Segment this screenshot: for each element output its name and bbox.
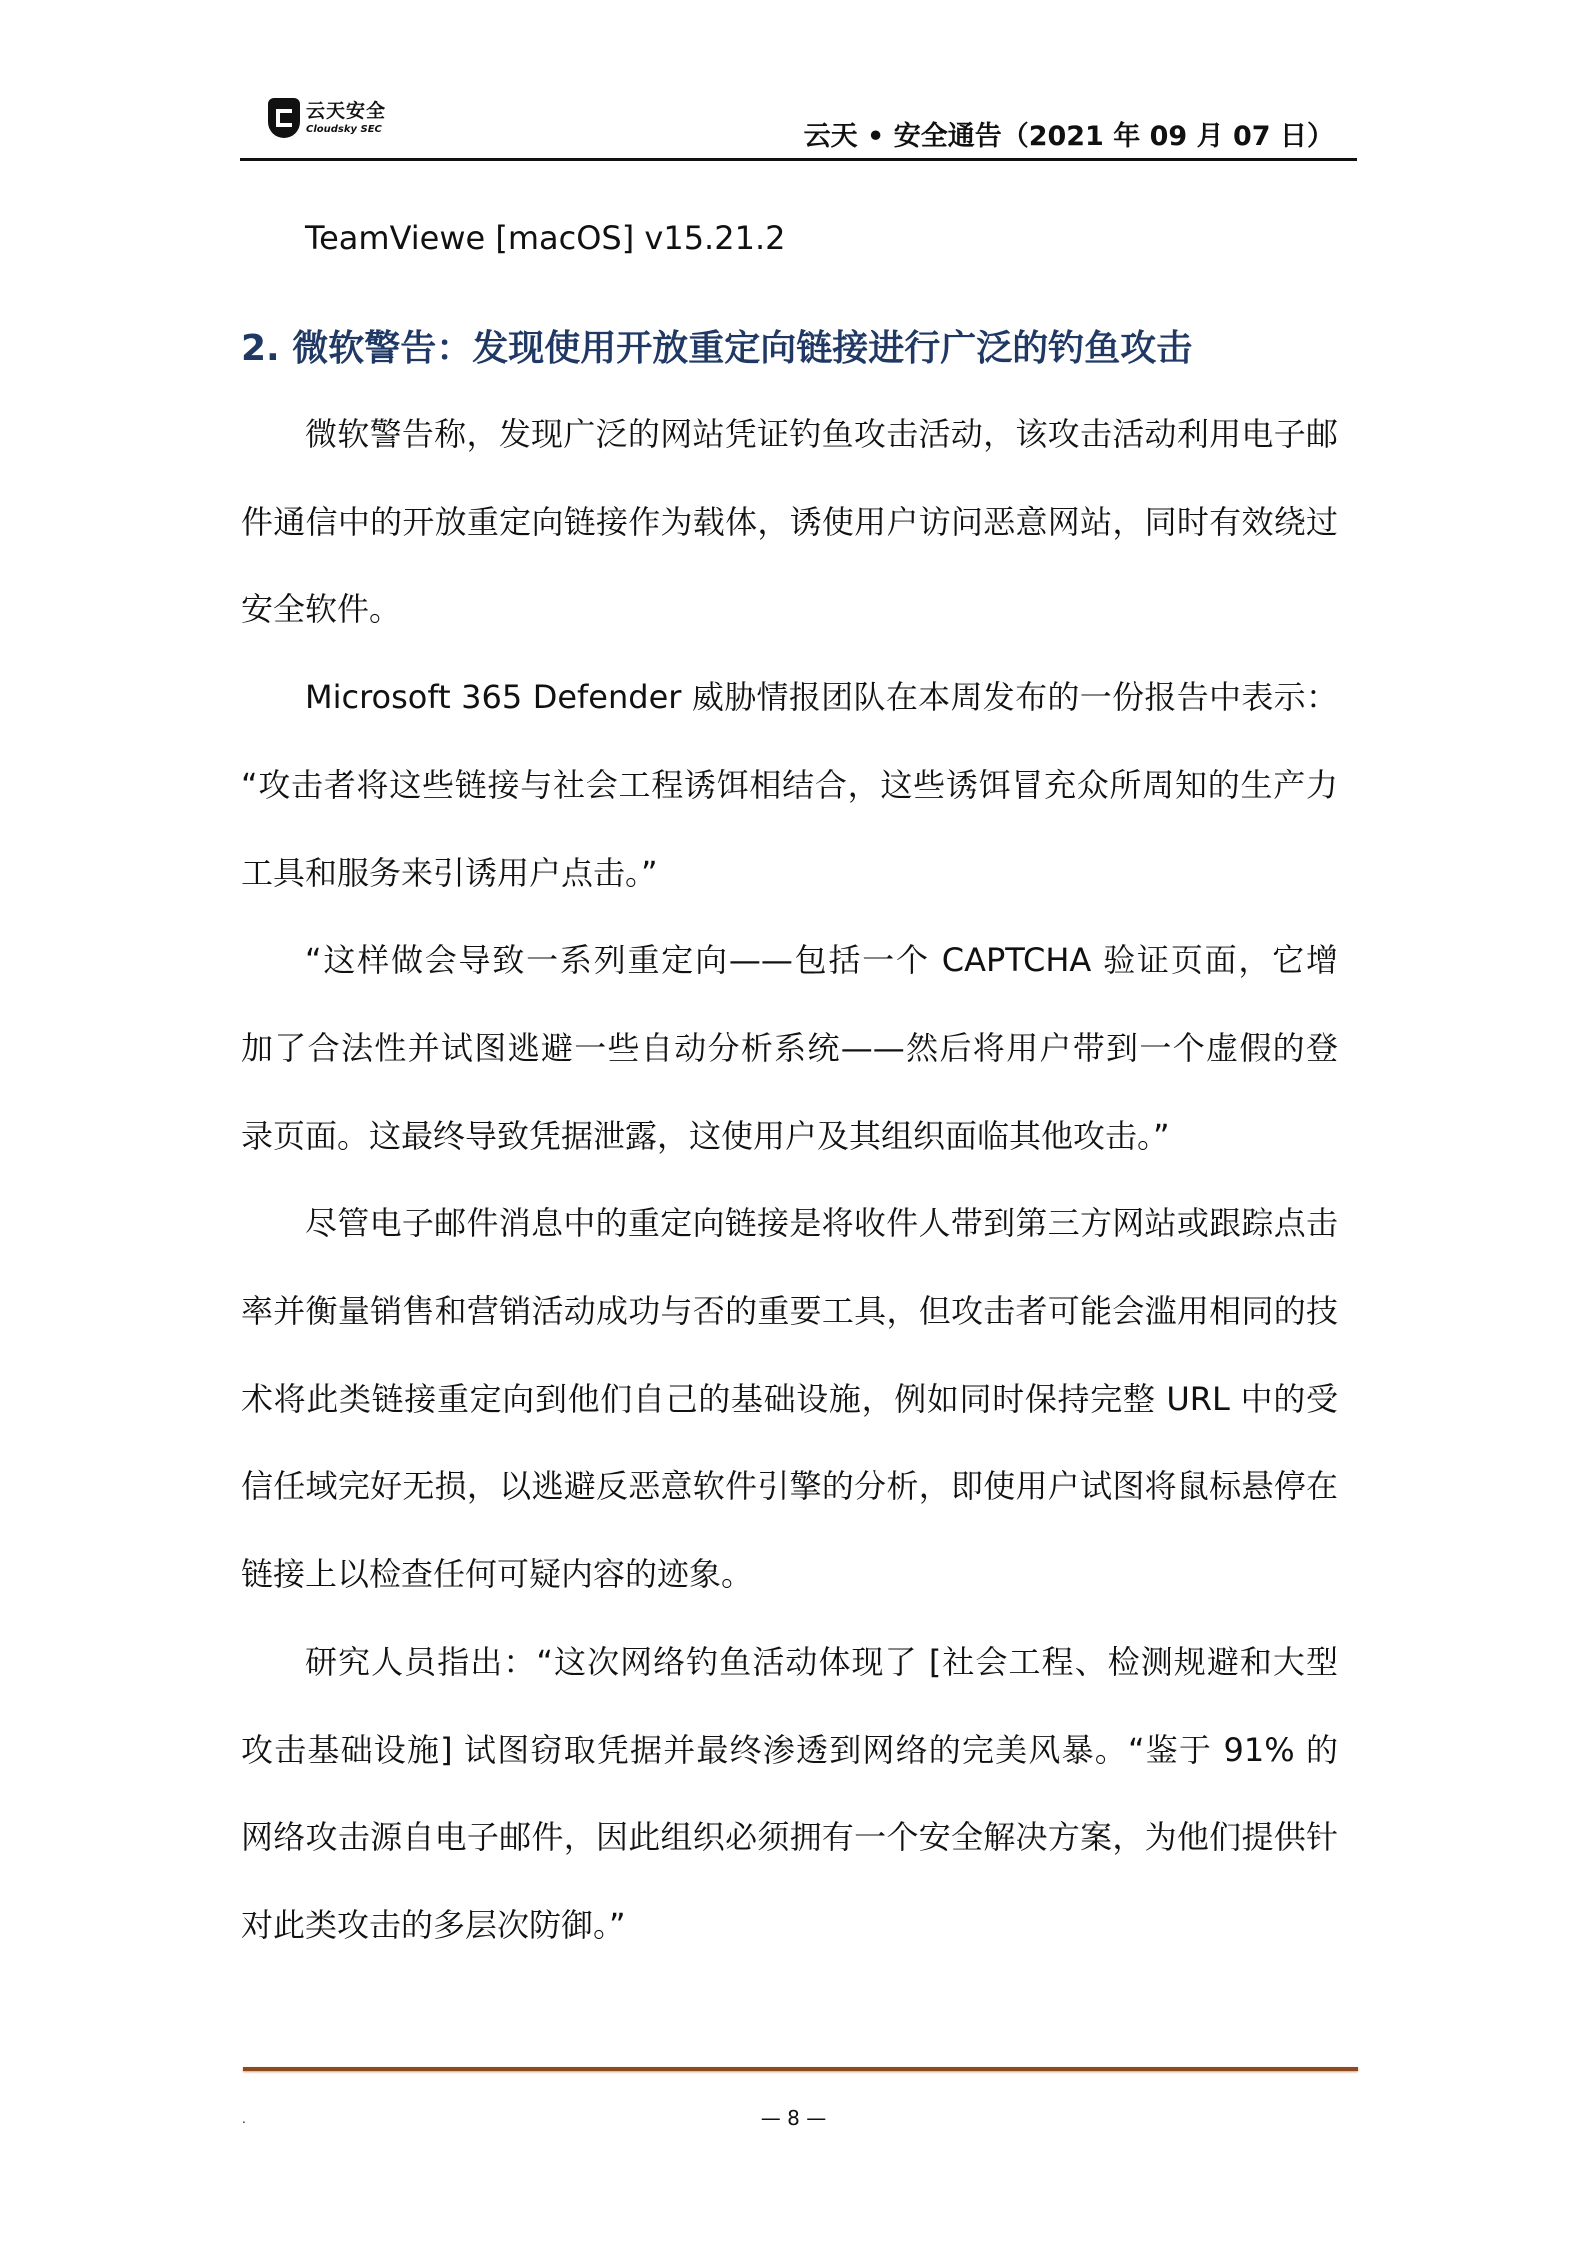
body-text-line: Microsoft 365 Defender 威胁情报团队在本周发布的一份报告中表示：	[305, 678, 1338, 717]
body-text-line: 网络攻击源自电子邮件，因此组织必须拥有一个安全解决方案，为他们提供针	[241, 1818, 1338, 1857]
product-version-line: TeamViewe [macOS] v15.21.2	[305, 219, 786, 257]
body-text-line: 工具和服务来引诱用户点击。”	[241, 853, 658, 892]
shield-logo-icon	[268, 98, 300, 138]
body-text-line: 安全软件。	[241, 590, 402, 629]
body-text-line: 研究人员指出：“这次网络钓鱼活动体现了 [社会工程、检测规避和大型	[305, 1642, 1338, 1681]
body-text-line: 微软警告称，发现广泛的网站凭证钓鱼攻击活动，该攻击活动利用电子邮	[305, 415, 1338, 453]
company-logo	[268, 98, 386, 138]
page-number: — 8 —	[760, 2106, 827, 2130]
body-text-line: 率并衡量销售和营销活动成功与否的重要工具，但攻击者可能会滥用相同的技	[241, 1292, 1338, 1330]
section-heading: 2. 微软警告：发现使用开放重定向链接进行广泛的钓鱼攻击	[241, 328, 1193, 369]
body-text-line: 对此类攻击的多层次防御。”	[241, 1905, 626, 1944]
body-text-line: 术将此类链接重定向到他们自己的基础设施，例如同时保持完整 URL 中的受	[241, 1379, 1338, 1418]
body-text-line: 信任域完好无损，以逃避反恶意软件引擎的分析，即使用户试图将鼠标悬停在	[241, 1467, 1338, 1506]
logo-english-name: Cloudsky SEC	[306, 123, 382, 135]
body-text-line: “攻击者将这些链接与社会工程诱饵相结合，这些诱饵冒充众所周知的生产力	[241, 765, 1338, 804]
header-title: 云天 • 安全通告（2021 年 09 月 07 日）	[803, 121, 1334, 152]
header-divider	[240, 158, 1357, 161]
footer-divider	[243, 2067, 1358, 2071]
body-text-line: 件通信中的开放重定向链接作为载体，诱使用户访问恶意网站，同时有效绕过	[241, 502, 1338, 541]
body-text-line: 录页面。这最终导致凭据泄露，这使用户及其组织面临其他攻击。”	[241, 1116, 1170, 1155]
footer-mark: .	[242, 2112, 246, 2126]
logo-chinese-name: 云天安全	[306, 99, 387, 122]
body-text-line: “这样做会导致一系列重定向——包括一个 CAPTCHA 验证页面，它增	[305, 941, 1338, 980]
body-text-line: 加了合法性并试图逃避一些自动分析系统——然后将用户带到一个虚假的登	[241, 1028, 1338, 1067]
body-text-line: 链接上以检查任何可疑内容的迹象。	[241, 1555, 754, 1594]
body-text-line: 攻击基础设施] 试图窃取凭据并最终渗透到网络的完美风暴。“鉴于 91% 的	[241, 1730, 1338, 1769]
body-text-line: 尽管电子邮件消息中的重定向链接是将收件人带到第三方网站或跟踪点击	[305, 1204, 1338, 1243]
